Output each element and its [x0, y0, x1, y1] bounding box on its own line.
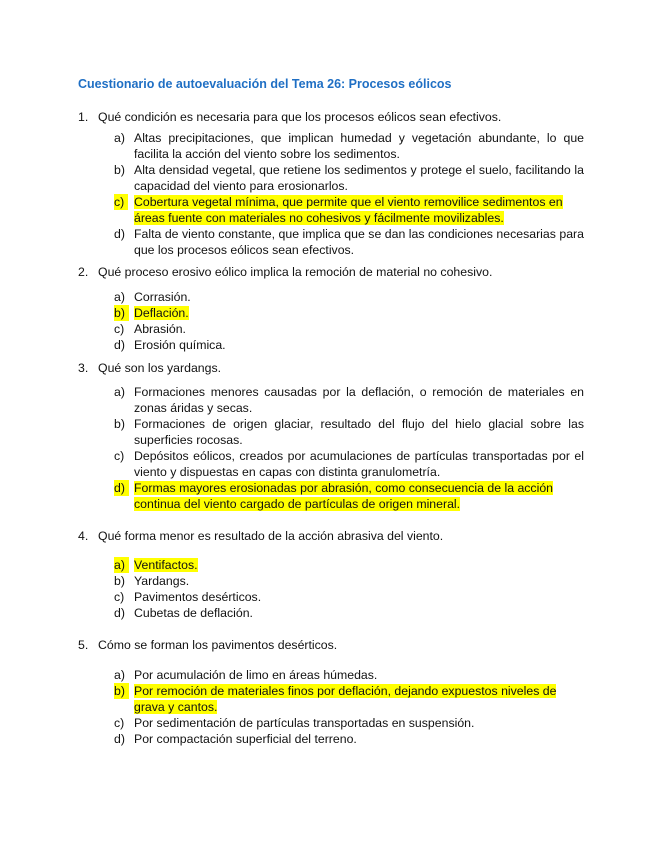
option-5d: d) Por compactación superficial del terreno. [114, 732, 357, 746]
question-number: 3. [78, 361, 89, 375]
question-1-options [114, 130, 584, 258]
question-number: 4. [78, 529, 89, 543]
option-2b-correct: b) Deflación. [114, 306, 189, 320]
option-5c: c) Por sedimentación de partículas transportadas en suspensión. [114, 716, 475, 730]
option-5b-correct: b) Por remoción de materiales finos por deflación, dejando expuestos niveles de grava y cantos. [114, 684, 557, 714]
highlighted-answer: Formas mayores erosionadas por abrasión, como consecuencia de la acción continua del viento cargado de partículas de origen mineral. [134, 481, 553, 511]
question-2 [78, 265, 492, 279]
option-4a-correct: a) Ventifactos. [114, 558, 198, 572]
question-text: Qué proceso erosivo eólico implica la remoción de material no cohesivo. [98, 265, 493, 279]
option-4b: b) Yardangs. [114, 574, 190, 588]
question-4 [78, 529, 443, 543]
option-1c-correct: c) Cobertura vegetal mínima, que permite que el viento removilice sedimentos en áreas fuente con materiales no cohesivos y fácilmente movilizables. [114, 195, 563, 225]
option-1d: d) Falta de viento constante, que implica que se dan las condiciones necesarias para que los procesos eólicos sean efectivos. [114, 227, 584, 257]
option-3b: b) Formaciones de origen glaciar, resultado del flujo del hielo glacial sobre las superficies rocosas. [114, 417, 584, 447]
question-3-options [114, 384, 584, 512]
question-text: Qué son los yardangs. [98, 361, 222, 375]
question-3 [78, 361, 221, 375]
option-2c: c) Abrasión. [114, 322, 186, 336]
question-1 [78, 110, 501, 124]
option-2d: d) Erosión química. [114, 338, 226, 352]
document-title: Cuestionario de autoevaluación del Tema 26: Procesos eólicos [78, 77, 452, 91]
question-number: 5. [78, 638, 89, 652]
option-1a: a) Altas precipitaciones, que implican humedad y vegetación abundante, lo que facilita la acción del viento sobre los sedimentos. [114, 131, 584, 161]
highlighted-answer: Por remoción de materiales finos por deflación, dejando expuestos niveles de grava y cantos. [134, 684, 557, 714]
highlighted-answer: Ventifactos. [134, 558, 198, 572]
option-4d: d) Cubetas de deflación. [114, 606, 253, 620]
option-1b: b) Alta densidad vegetal, que retiene los sedimentos y protege el suelo, facilitando la capacidad del viento para erosionarlos. [114, 163, 584, 193]
question-text: Qué forma menor es resultado de la acción abrasiva del viento. [98, 529, 444, 543]
option-2a: a) Corrasión. [114, 290, 191, 304]
highlighted-answer: Deflación. [134, 306, 189, 320]
option-3a: a) Formaciones menores causadas por la deflación, o remoción de materiales en zonas áridas y secas. [114, 385, 584, 415]
option-3d-correct: d) Formas mayores erosionadas por abrasión, como consecuencia de la acción continua del viento cargado de partículas de origen mineral. [114, 481, 553, 511]
option-3c: c) Depósitos eólicos, creados por acumulaciones de partículas transportadas por el viento y dispuestas en capas con distinta granulometría. [114, 449, 584, 479]
question-5 [78, 638, 337, 652]
question-number: 1. [78, 110, 89, 124]
question-4-options [114, 557, 584, 621]
question-2-options [114, 289, 584, 353]
question-5-options [114, 667, 584, 747]
question-text: Cómo se forman los pavimentos desérticos. [98, 638, 338, 652]
question-number: 2. [78, 265, 89, 279]
option-5a: a) Por acumulación de limo en áreas húmedas. [114, 668, 378, 682]
question-text: Qué condición es necesaria para que los procesos eólicos sean efectivos. [98, 110, 502, 124]
highlighted-answer: Cobertura vegetal mínima, que permite que el viento removilice sedimentos en áreas fuente con materiales no cohesivos y fácilmente movilizables. [134, 195, 563, 225]
option-4c: c) Pavimentos desérticos. [114, 590, 262, 604]
